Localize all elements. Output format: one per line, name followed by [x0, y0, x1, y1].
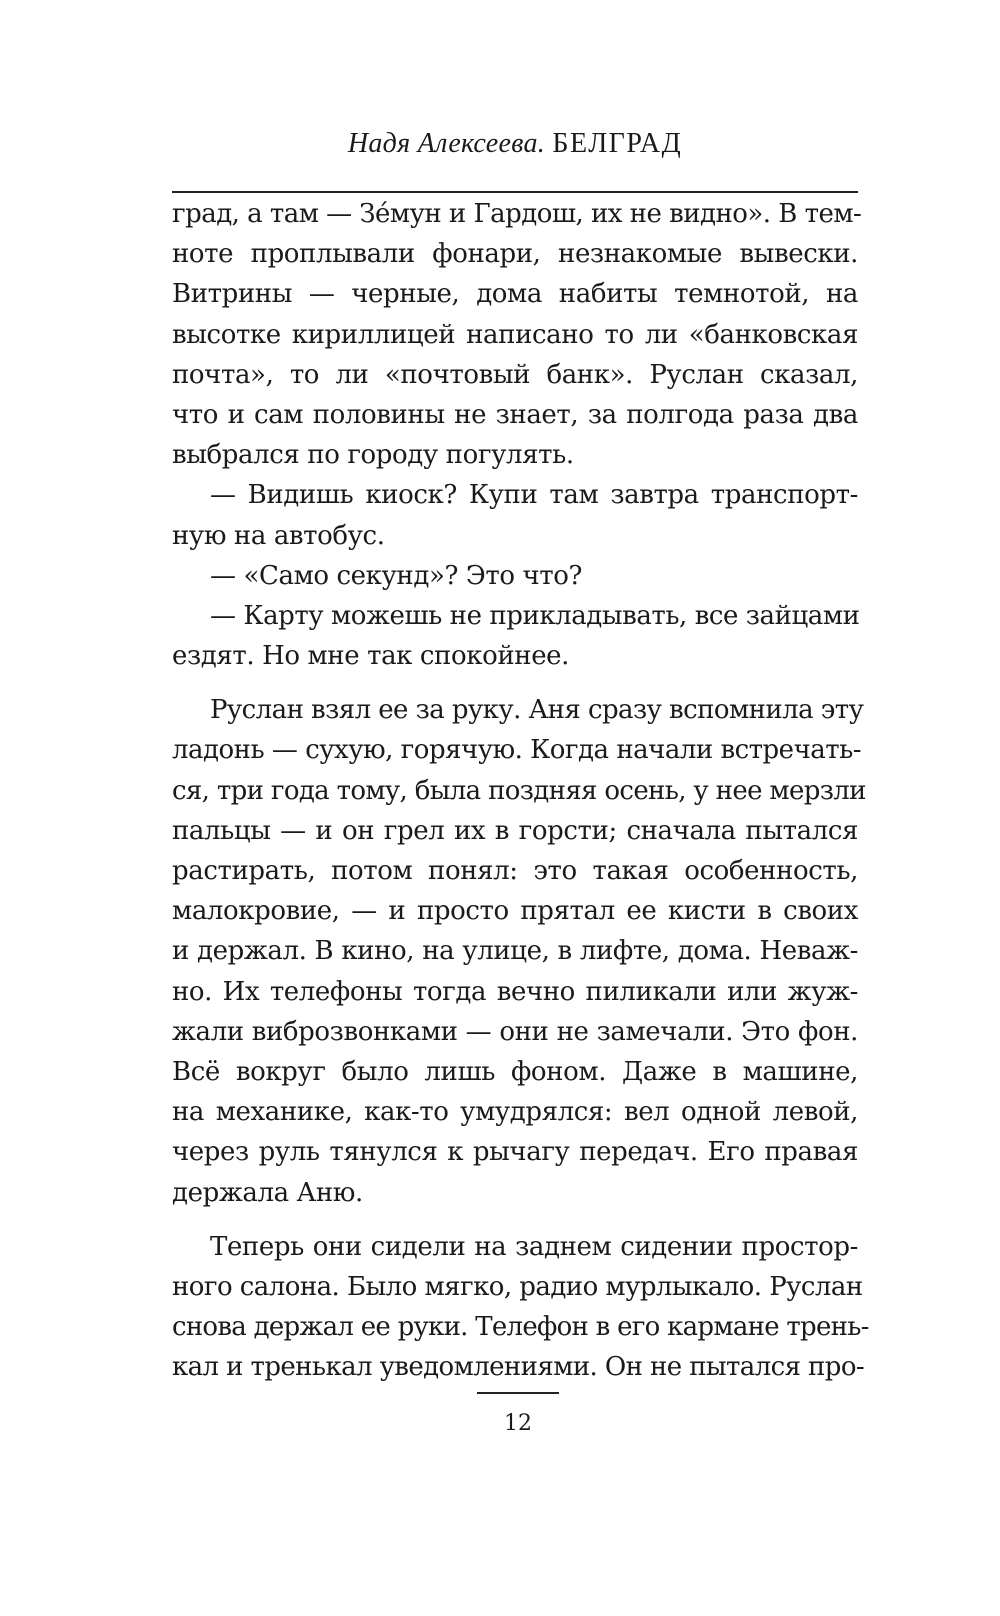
text-line: растирать, потом понял: это такая особенность, [172, 856, 858, 886]
text-line: пальцы — и он грел их в горсти; сначала пытался [172, 815, 858, 846]
paragraph-gap [172, 1213, 858, 1227]
text-line: ного салона. Было мягко, радио мурлыкало. Руслан [172, 1271, 863, 1302]
text-line: Руслан взял ее за руку. Аня сразу вспомнила эту [210, 695, 864, 726]
text-line: ноте проплывали фонари, незнакомые вывески. [172, 239, 858, 270]
text-line: ся, три года тому, была поздняя осень, у нее мерзли [172, 775, 866, 806]
text-line: и держал. В кино, на улице, в лифте, дома. Неваж- [172, 936, 858, 967]
text-line: высотке кириллицей написано то ли «банковская [172, 319, 858, 350]
paragraph [172, 475, 858, 555]
body-text [172, 194, 869, 1387]
text-line: град, а там — Зе́мун и Гардош, их не видно». В тем- [172, 199, 862, 229]
paragraph [172, 194, 862, 475]
paragraph [172, 1227, 869, 1388]
text-line: на механике, как-то умудрялся: вел одной левой, [172, 1097, 858, 1128]
footer-rule [477, 1392, 559, 1394]
paragraph [172, 596, 858, 676]
text-line: кал и тренькал уведомлениями. Он не пытался про- [172, 1352, 865, 1383]
text-line: ездят. Но мне так спокойнее. [172, 641, 570, 672]
text-line: держала Аню. [172, 1177, 363, 1208]
paragraph [172, 556, 858, 596]
text-line: малокровие, — и просто прятал ее кисти в своих [172, 896, 858, 927]
text-line: Витрины — черные, дома набиты темнотой, на [172, 279, 858, 310]
text-line: через руль тянулся к рычагу передач. Его правая [172, 1137, 858, 1168]
text-line: ладонь — сухую, горячую. Когда начали встречать- [172, 735, 862, 766]
page-number: 12 [504, 1411, 532, 1436]
header-title: БЕЛГРАД [552, 128, 683, 159]
paragraph [172, 690, 866, 1212]
text-line: — Карту можешь не прикладывать, все зайцами [210, 600, 860, 631]
paragraph-gap [172, 676, 858, 690]
text-line: что и сам половины не знает, за полгода раза два [172, 399, 858, 430]
text-line: Всё вокруг было лишь фоном. Даже в машине, [172, 1056, 858, 1087]
text-line: но. Их телефоны тогда вечно пиликали или жуж- [172, 976, 858, 1007]
text-line: выбрался по городу погулять. [172, 440, 574, 471]
header-author: Надя Алексеева. [347, 128, 546, 159]
header-rule [172, 191, 858, 193]
text-line: — Видишь киоск? Купи там завтра транспорт- [210, 480, 858, 511]
text-line: снова держал ее руки. Телефон в его кармане трень- [172, 1312, 869, 1343]
running-header [172, 128, 858, 160]
text-line: почта», то ли «почтовый банк». Руслан сказал, [172, 359, 858, 390]
text-line: жали виброзвонками — они не замечали. Это фон. [172, 1016, 858, 1047]
text-line: Теперь они сидели на заднем сидении простор- [210, 1231, 858, 1262]
text-line: — «Само секунд»? Это что? [210, 560, 583, 591]
text-line: ную на автобус. [172, 520, 385, 551]
